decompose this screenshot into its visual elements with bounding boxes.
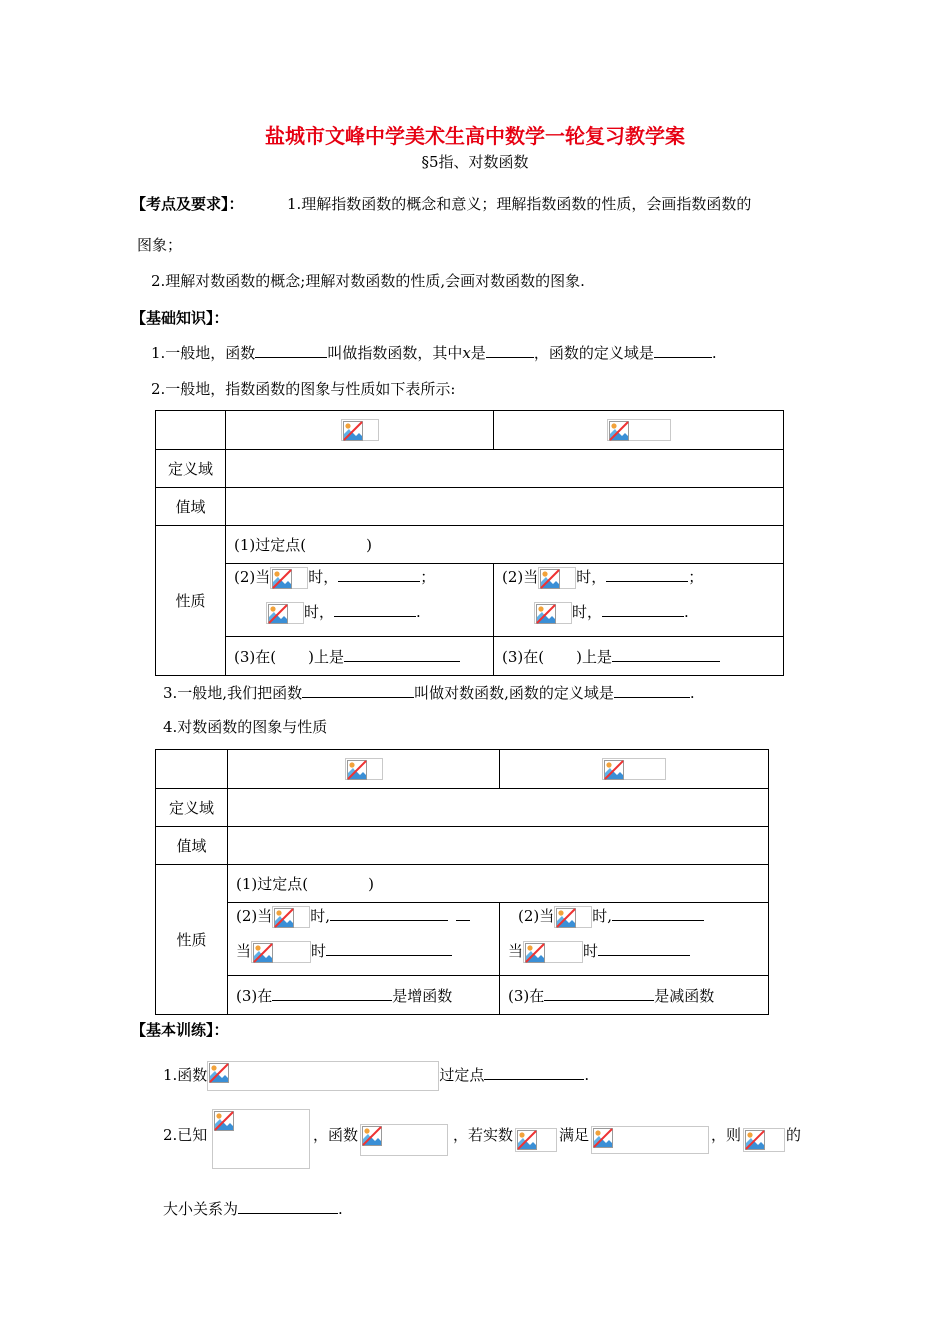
prop2-left: (2)当 时， ； 时， . [226, 564, 494, 637]
broken-image-icon [523, 941, 583, 963]
broken-image-icon [251, 941, 311, 963]
prop3-left: (3)在 是增函数 [228, 976, 500, 1015]
training-q2-of: 的 [786, 1126, 802, 1144]
exp-function-table [155, 410, 784, 676]
broken-image-icon [591, 1126, 709, 1154]
training-q2-then: ，则 [711, 1126, 742, 1144]
row-domain-label: 定义域 [156, 789, 228, 827]
prop3-left: (3)在( )上是 [226, 637, 494, 676]
broken-image-icon [534, 602, 572, 624]
row-range-label: 值域 [156, 488, 226, 526]
broken-image-icon [345, 758, 383, 780]
basics-q4: 4.对数函数的图象与性质 [163, 718, 328, 736]
domain-cell [226, 450, 784, 488]
training-q2-lead: 2.已知 [163, 1126, 208, 1144]
broken-image-icon [212, 1109, 310, 1169]
broken-image-icon [360, 1124, 448, 1156]
broken-image-icon [602, 758, 666, 780]
range-cell [226, 488, 784, 526]
basics-q2: 2.一般地，指数函数的图象与性质如下表所示: [151, 380, 456, 398]
range-cell [228, 827, 769, 865]
prop2-right: (2)当 时， ； 时， . [494, 564, 784, 637]
broken-image-icon [270, 567, 308, 589]
broken-image-icon [341, 419, 379, 441]
requirement-1-cont: 图象； [137, 236, 183, 254]
log-function-table [155, 749, 769, 1015]
training-q2-satisfy: 满足 [559, 1126, 590, 1144]
requirement-1: 1.理解指数函数的概念和意义；理解指数函数的性质，会画指数函数的 [287, 195, 752, 213]
broken-image-icon [743, 1128, 785, 1152]
basics-q1: 1.一般地，函数 叫做指数函数，其中x是 ，函数的定义域是 . [151, 344, 717, 362]
training-q2-func: ，函数 [313, 1126, 359, 1144]
prop3-right: (3)在 是减函数 [500, 976, 769, 1015]
table-corner [156, 411, 226, 450]
basics-q3: 3.一般地,我们把函数 叫做对数函数,函数的定义域是 . [163, 684, 695, 702]
domain-cell [228, 789, 769, 827]
broken-image-icon [538, 567, 576, 589]
broken-image-icon [272, 906, 310, 928]
broken-image-icon [607, 419, 671, 441]
training-q2-real: ，若实数 [453, 1126, 514, 1144]
table-corner [156, 750, 228, 789]
broken-image-icon [515, 1128, 557, 1152]
page-subtitle: §5指、对数函数 [421, 153, 529, 171]
training-heading: 【基本训练】： [131, 1021, 229, 1039]
requirements-heading: 【考点及要求】： [131, 195, 244, 213]
page-title: 盐城市文峰中学美术生高中数学一轮复习教学案 [265, 124, 685, 148]
row-range-label: 值域 [156, 827, 228, 865]
basics-heading: 【基础知识】： [131, 309, 229, 327]
broken-image-icon [554, 906, 592, 928]
fixed-point-cell: (1)过定点( ) [228, 865, 769, 903]
requirement-2: 2.理解对数函数的概念;理解对数函数的性质,会画对数函数的图象. [151, 272, 585, 290]
row-props-label: 性质 [156, 865, 228, 1015]
prop2-right: (2)当 时, 当 时 [500, 903, 769, 976]
row-domain-label: 定义域 [156, 450, 226, 488]
broken-image-icon [207, 1061, 439, 1091]
prop2-left: (2)当 时, 当 时 [228, 903, 500, 976]
prop3-right: (3)在( )上是 [494, 637, 784, 676]
training-q2-relation: 大小关系为 . [163, 1200, 343, 1218]
broken-image-icon [266, 602, 304, 624]
fixed-point-cell: (1)过定点( ) [226, 526, 784, 564]
row-props-label: 性质 [156, 526, 226, 676]
training-q1: 1.函数 过定点 . [163, 1060, 589, 1091]
